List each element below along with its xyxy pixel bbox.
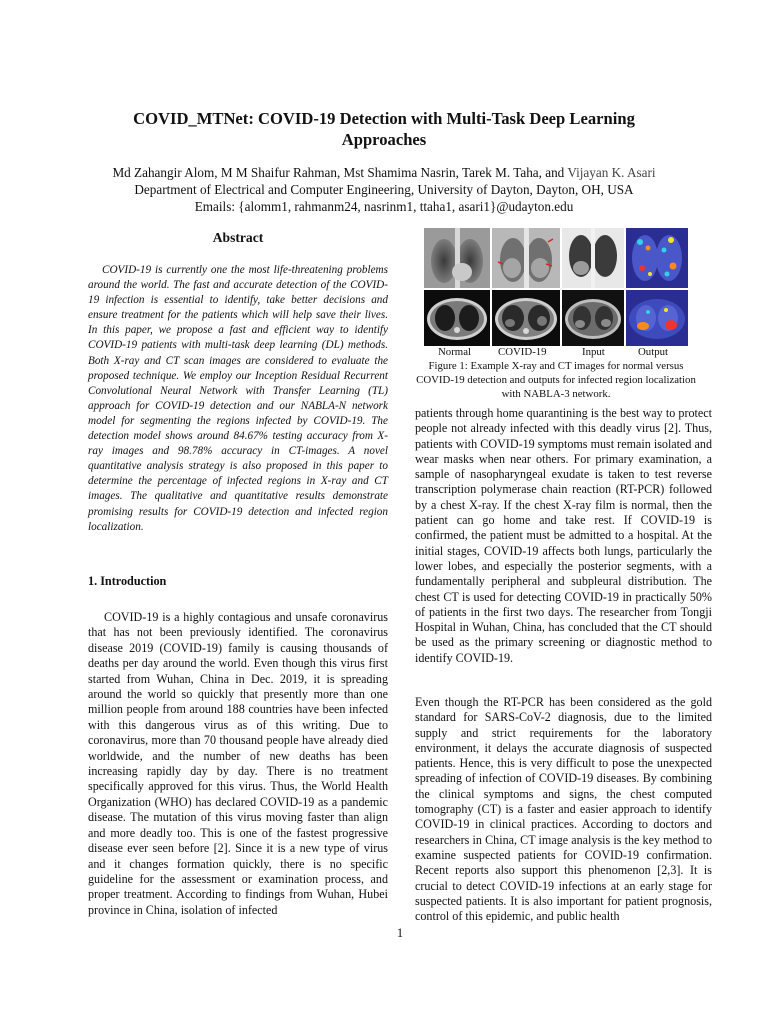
affiliation: Department of Electrical and Computer Engineering, University of Dayton, Dayton, OH, USA — [134, 182, 634, 197]
figure-1-caption: Figure 1: Example X-ray and CT images for normal versus COVID-19 detection and outputs for infected region localization with NABLA-3 network. — [416, 360, 696, 400]
introduction-paragraph-1: COVID-19 is a highly contagious and unsafe coronavirus that has not been previously identified. The coronavirus disease 2019 (COVID-19) family is causing thousands of deaths per day around the world. Even though this virus first started from Wuhan, China in Dec. 2019, it is spreading around the world so quickly that presently more than one million people from around 188 countries have been infected with this dangerous virus as of this writing. Due to coronavirus, more than 70 thousand people have already died worldwide, and the number of new deaths has been increasing rapidly day by day. There is no treatment specifically approved for this virus. Thus, the World Health Organization (WHO) has declared COVID-19 as a pandemic disease. The mutation of this virus moving faster than align and more deadly too. This is one of the fastest progressive disease ever seen before [2]. Since it is a new type of virus and it changes formation quickly, there is no specific guideline for the assessment or examination process, and proper treatment. According to findings from Wuhan, Hubei province in China, isolation of infected — [88, 610, 388, 917]
author-name-last: Vijayan K. Asari — [567, 165, 656, 180]
xray-input-image — [562, 228, 624, 288]
xray-normal-image — [424, 228, 490, 288]
page-number: 1 — [396, 926, 404, 940]
paper-title: COVID_MTNet: COVID-19 Detection with Multi-Task Deep Learning Approaches — [133, 109, 635, 149]
figure-label-input: Input — [582, 346, 605, 358]
xray-covid-image — [492, 228, 560, 288]
ct-output-image — [626, 290, 688, 346]
xray-output-image — [626, 228, 688, 288]
author-list — [60, 164, 708, 181]
author-names: Md Zahangir Alom, M M Shaifur Rahman, Mst Shamima Nasrin, Tarek M. Taha, and — [112, 165, 568, 180]
figure-label-output: Output — [638, 346, 668, 358]
introduction-paragraph-3: Even though the RT-PCR has been considered as the gold standard for SARS-CoV-2 diagnosis, due to the limited supply and strict requirements for the laboratory environment, it delays the accurate diagnosis of suspected patients. Hence, this is very difficult to pose the unexpected spreading of infection of COVID-19 diseases. By combining the clinical symptoms and signs, the chest computed tomography (CT) is a faster and easier approach to identify COVID-19 in clinical practices. According to doctors and researchers in China, CT image analysis is the key method to examine suspected patients for COVID-19 confirmation. Recent reports also support this phenomenon [2,3]. It is crucial to detect COVID-19 infections at an early stage for suspected patients. It is also important for patient prognosis, control of this epidemic, and public health — [415, 695, 712, 924]
figure-label-covid: COVID-19 — [498, 346, 547, 358]
abstract-heading: Abstract — [212, 230, 264, 245]
figure-label-normal: Normal — [438, 346, 471, 358]
author-emails: Emails: {alomm1, rahmanm24, nasrinm1, ttaha1, asari1}@udayton.edu — [194, 199, 574, 214]
introduction-paragraph-2: patients through home quarantining is the best way to protect people not already infected with this deadly virus [2]. Thus, patients with COVID-19 symptoms must remain isolated and wear masks when near others. For primary examination, a sample of nasopharyngeal exudate is taken to test reverse transcription polymerase chain reaction (RT-PCR) followed by a chest X-ray. If the chest X-ray film is normal, then the patient can go home and take rest. If COVID-19 is confirmed, the patient must be admitted to a hospital. At the initial stages, COVID-19 affects both lungs, particularly the lower lobes, and especially the posterior segments, with a fundamentally peripheral and subpleural distribution. The chest CT is used for detecting COVID-19 in practically 50% of patients in the first two days. The researcher from Tongji Hospital in Wuhan, China, has concluded that the CT should be used as the primary screening or diagnostic method to identify COVID-19. — [415, 406, 712, 665]
ct-normal-image — [424, 290, 490, 346]
abstract-text: COVID-19 is currently one the most life-threatening problems around the world. The fast and accurate detection of the COVID-19 infection is essential to identify, take better decisions and ensure treatment for the patients which will help save their lives. In this paper, we propose a fast and efficient way to identify COVID-19 patients with multi-task deep learning (DL) methods. Both X-ray and CT scan images are considered to evaluate the proposed technique. We employ our Inception Residual Recurrent Convolutional Neural Network with Transfer Learning (TL) approach for COVID-19 detection and our NABLA-N network model for segmenting the regions infected by COVID-19. The detection model shows around 84.67% testing accuracy from X-ray images and 98.78% accuracy in CT-images. A novel quantitative analysis strategy is also proposed in this paper to determine the percentage of infected regions in X-ray and CT images. The qualitative and quantitative results demonstrate promising results for COVID-19 detection and infected region localization. — [88, 264, 388, 533]
introduction-heading: 1. Introduction — [88, 574, 167, 588]
figure-1 — [424, 228, 688, 346]
figure-1-labels — [424, 346, 688, 360]
ct-input-image — [562, 290, 624, 346]
author-block — [60, 164, 708, 215]
ct-covid-image — [492, 290, 560, 346]
